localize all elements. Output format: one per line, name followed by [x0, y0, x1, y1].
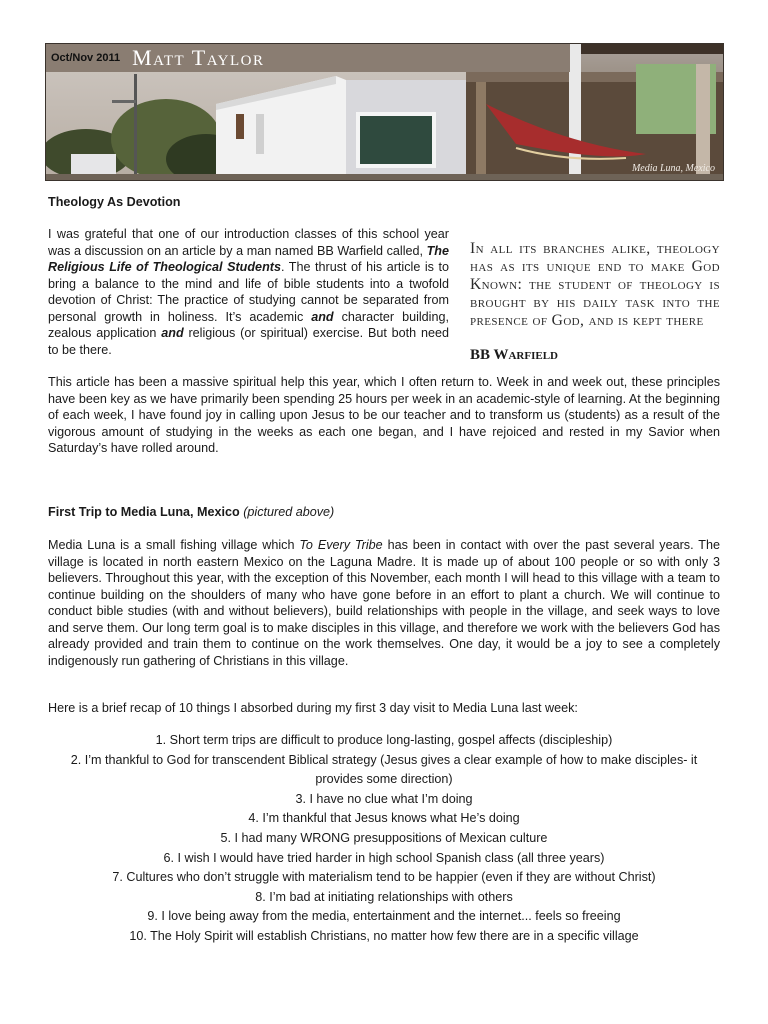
list-item: 6. I wish I would have tried harder in high school Spanish class (all three years)	[163, 850, 605, 865]
section-heading-text: Theology As Devotion	[48, 195, 181, 209]
section-heading-theology	[48, 195, 180, 209]
banner-title-bar	[46, 44, 570, 72]
paragraph-article-help	[48, 374, 720, 457]
pull-quote: In all its branches alike, theology has as its unique end to make God Known: the student of theology is brought by his daily task into the presence of God, and is kept there	[470, 240, 720, 329]
emphasis-and: and	[161, 326, 184, 340]
list-item: 4. I’m thankful that Jesus knows what He’s doing	[248, 811, 520, 826]
text-run: has been in contact with over the past several years. The village is located in north eastern Mexico on the Laguna Madre. It is made up of about 100 people or so with only 3 believers. Throughout this year, with the exception of this November, each month I will head to this village with a team to continue building on the shoulders of many who have gone before in an effort to plant a church. We will continue to conduct bible studies (with and without believers), build relationships with people in the village, and seek ways to love and serve them. Our long term goal is to make disciples in this village, and therefore we work with the believers God has already provided and train them to continue on the work themselves. One day, it would be a joy to see a completely indigenously run gathering of Christians in this village.	[48, 538, 720, 668]
pull-quote-author: BB Warfield	[470, 347, 558, 363]
emphasis-and: and	[311, 309, 334, 324]
section-heading-text: First Trip to Media Luna, Mexico	[48, 505, 240, 519]
text-run: religious (or spiritual) exercise. But both need to be there.	[48, 326, 450, 357]
list-item: 1. Short term trips are difficult to produce long-lasting, gospel affects (discipleship)	[155, 733, 613, 747]
text-run: . The thrust of his article is to bring a balance to the mind and life of bible students into a twofold devotion of Christ: The practice of studying cannot be separated from personal growth in holiness. It’s academic	[48, 260, 450, 324]
paragraph-warfield-intro	[48, 226, 449, 358]
recap-list	[48, 731, 720, 947]
issue-date: Oct/Nov 2011	[51, 52, 121, 64]
section-heading-note: (pictured above)	[243, 505, 335, 519]
list-item: 9. I love being away from the media, entertainment and the internet... feels so freeing	[147, 909, 621, 924]
text-run: Media Luna is a small fishing village which	[48, 538, 300, 552]
list-item: 10. The Holy Spirit will establish Christians, no matter how few there are in a specific village	[129, 928, 639, 943]
organization-name: To Every Tribe	[299, 538, 383, 552]
text-run: I was grateful that one of our introduction classes of this school year was a discussion on an article by a man named BB Warfield called,	[48, 227, 449, 258]
paragraph-media-luna	[48, 537, 720, 669]
list-item: 7. Cultures who don’t struggle with materialism tend to be happier (even if they are without Christ)	[112, 870, 656, 885]
section-heading-media-luna	[48, 505, 334, 519]
list-item: 2. I’m thankful to God for transcendent Biblical strategy (Jesus gives a clear example of how to make disciples- it provides some direction)	[70, 752, 698, 787]
newsletter-author-name: Matt Taylor	[132, 45, 265, 70]
header-banner	[45, 43, 724, 181]
text-run: character building, zealous application	[48, 309, 449, 340]
list-item: 5. I had many WRONG presuppositions of Mexican culture	[220, 830, 548, 845]
list-item: 3. I have no clue what I’m doing	[295, 791, 473, 806]
article-title: The Religious Life of Theological Students	[48, 243, 449, 274]
text-run: This article has been a massive spiritual help this year, which I often return to. Week in and week out, these principles have been key as we have primarily been spending 25 hours per week in an academic-style of learning. At the beginning of each week, I have found joy in calling upon Jesus to be our teacher and to transform us (students) as a result of the vigorous amount of studying in the weeks as each one began, and I have rejoiced and rested in my Savior when Saturday’s have rolled around.	[48, 375, 720, 455]
list-intro: Here is a brief recap of 10 things I absorbed during my first 3 day visit to Media Luna last week:	[48, 701, 578, 715]
list-item: 8. I’m bad at initiating relationships with others	[255, 889, 513, 904]
photo-caption: Media Luna, Mexico	[631, 163, 715, 174]
